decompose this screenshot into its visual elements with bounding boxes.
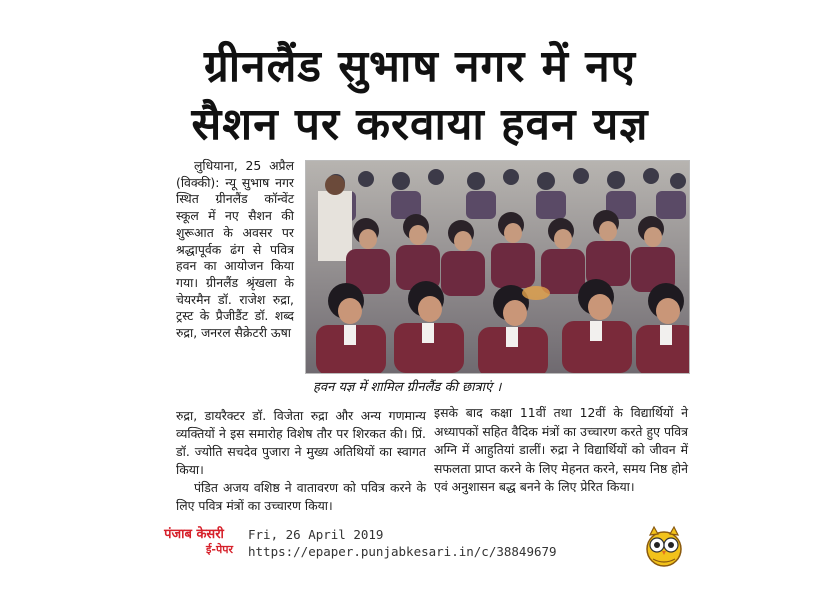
headline-line-1: ग्रीनलैंड सुभाष नगर में नए bbox=[203, 41, 637, 92]
article-paragraph: इसके बाद कक्षा 11वीं तथा 12वीं के विद्यार्थियों ने अध्यापकों सहित वैदिक मंत्रों का उच्चारण करते हुए पवित्र अग्नि में आहुतियां डालीं। रुद्रा ने विद्यार्थियों को जीवन में सफलता प्राप्त करने के लिए मेहनत करने, समय निष्ठ होने एवं अनुशासन बद्ध बनने के लिए प्रेरित किया। bbox=[434, 405, 688, 495]
publication-date: Fri, 26 April 2019 bbox=[248, 527, 384, 542]
footer-meta bbox=[248, 526, 557, 560]
students-photo-illustration bbox=[306, 161, 689, 373]
article-bottom-right bbox=[434, 404, 688, 497]
brand-subtitle: ई-पेपर bbox=[206, 543, 233, 556]
article-paragraph: रुद्रा, डायरैक्टर डॉ. विजेता रुद्रा और अन्य गणमान्य व्यक्तियों ने इस समारोह विशेष तौर पर शिरकत की। प्रिं. डॉ. ज्योति सचदेव पुजारा ने मुख्य अतिथियों का स्वागत किया। bbox=[176, 408, 426, 477]
article-paragraph: लुधियाना, 25 अप्रैल (विक्की): न्यू सुभाष नगर स्थित ग्रीनलैंड कॉन्वेंट स्कूल में नए सैशन की शुरूआत के अवसर पर श्रद्धापूर्वक ढंग से पवित्र हवन का आयोजन किया गया। ग्रीनलैंड श्रृंखला के चेयरमैन डॉ. राजेश रुद्रा, ट्रस्ट के प्रैजीडैंट डॉ. शब्द रुद्रा, जनरल सैक्रेटरी ऊषा bbox=[176, 158, 294, 341]
headline-line-2: सैशन पर करवाया हवन यज्ञ bbox=[191, 99, 649, 150]
article-left-column bbox=[176, 158, 294, 342]
owl-mascot-icon bbox=[644, 525, 684, 567]
brand-name: पंजाब केसरी bbox=[164, 527, 224, 542]
article-paragraph: पंडित अजय वशिष्ठ ने वातावरण को पवित्र करने के लिए पवित्र मंत्रों का उच्चारण किया। bbox=[176, 480, 426, 513]
news-photo bbox=[305, 160, 690, 374]
photo-caption: हवन यज्ञ में शामिल ग्रीनलैंड की छात्राएं । bbox=[313, 380, 502, 395]
epaper-url[interactable]: https://epaper.punjabkesari.in/c/38849679 bbox=[248, 544, 557, 559]
article-bottom-left bbox=[176, 407, 426, 515]
punjab-kesari-logo bbox=[155, 527, 233, 557]
